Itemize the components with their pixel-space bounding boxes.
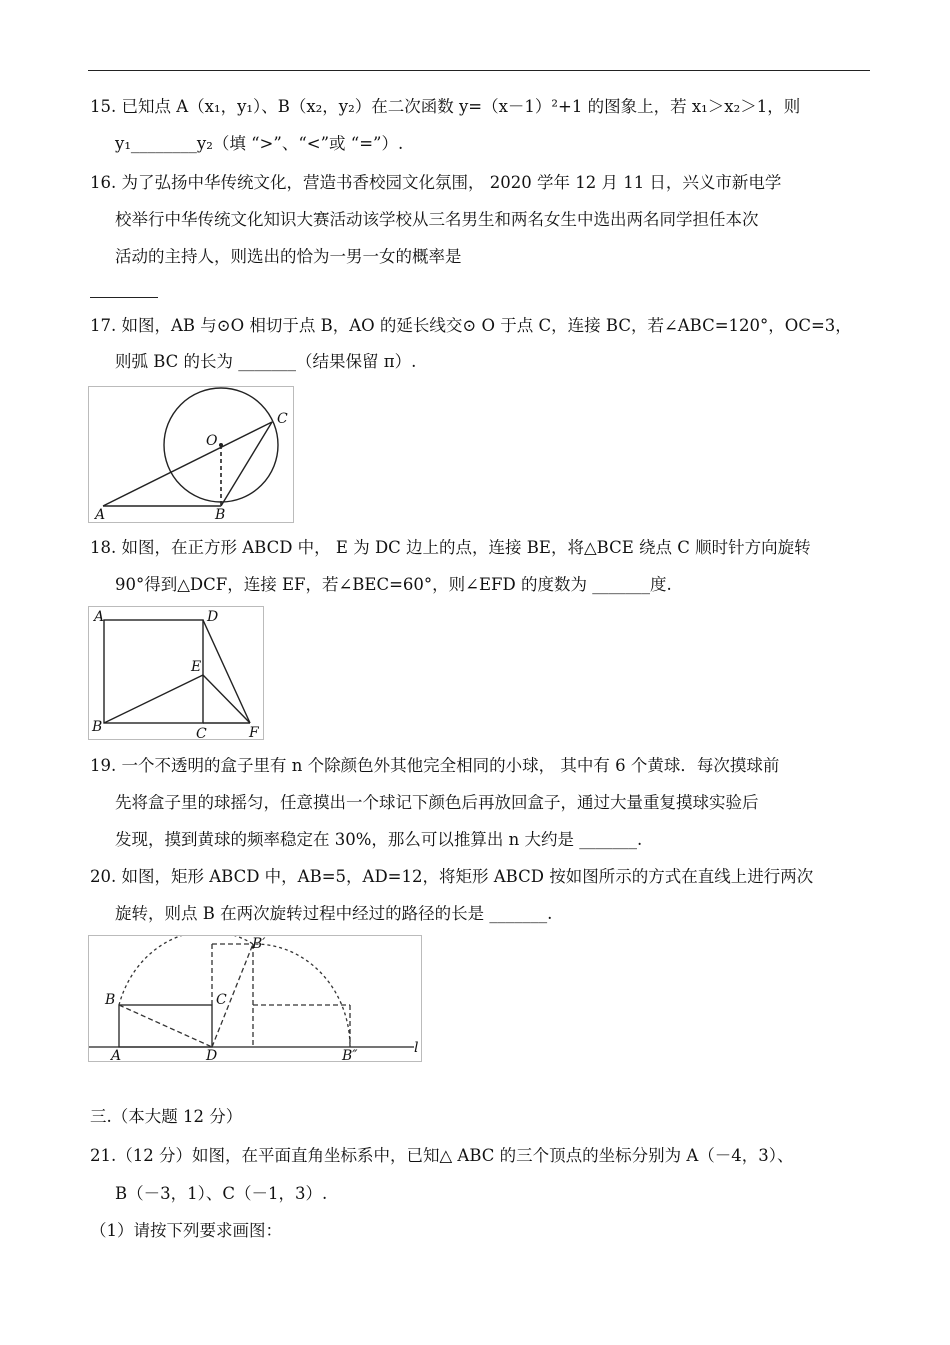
segment-be [104, 675, 203, 723]
label-b: B [105, 992, 116, 1008]
q16-line2: 校举行中华传统文化知识大赛活动该学校从三名男生和两名女生中选出两名同学担任本次 [115, 210, 759, 229]
label-d: D [206, 1048, 218, 1061]
q20-line2: 旋转，则点 B 在两次旋转过程中经过的路径的长是 _______. [115, 904, 553, 923]
q21-line2: B（－3，1）、C（－1，3）. [115, 1184, 328, 1203]
label-f: F [249, 725, 259, 739]
q16-line3: 活动的主持人，则选出的恰为一男一女的概率是 [115, 247, 462, 266]
q15-line2: y₁________y₂（填 “>”、“<”或 “=”）. [115, 134, 404, 153]
q17-line2: 则弧 BC 的长为 _______（结果保留 π）. [115, 352, 417, 371]
q19-line1: 19. 一个不透明的盒子里有 n 个除颜色外其他完全相同的小球， 其中有 6 个黄球．每次摸球前 [90, 756, 780, 775]
q15-line1: 15. 已知点 A（x₁，y₁）、B（x₂，y₂）在二次函数 y=（x－1）²+1 的图象上，若 x₁＞x₂＞1，则 [90, 97, 801, 116]
q19-line3: 发现，摸到黄球的频率稳定在 30%，那么可以推算出 n 大约是 _______. [115, 830, 643, 849]
label-a: A [94, 609, 105, 625]
q21-line1: 21.（12 分）如图，在平面直角坐标系中，已知△ ABC 的三个顶点的坐标分别为 A（－4，3）、 [90, 1146, 794, 1165]
label-b: B [215, 507, 226, 522]
segment-ef [203, 675, 250, 723]
figure-q17 [88, 386, 294, 523]
label-c: C [277, 411, 288, 427]
label-o: O [206, 433, 218, 449]
label-line-l: l [414, 1040, 419, 1056]
label-d: D [207, 609, 219, 625]
label-e: E [191, 659, 202, 675]
header-rule [88, 70, 870, 71]
label-b: B [92, 719, 103, 735]
section-3-heading: 三.（本大题 12 分） [90, 1107, 243, 1126]
q20-line1: 20. 如图，矩形 ABCD 中，AB=5，AD=12，将矩形 ABCD 按如图所示的方式在直线上进行两次 [90, 867, 814, 886]
q21-line3: （1）请按下列要求画图： [90, 1221, 282, 1240]
square-abcd [104, 620, 203, 723]
figure-q18 [88, 606, 264, 740]
q16-answer-blank [90, 297, 158, 298]
q17-line1: 17. 如图，AB 与⊙O 相切于点 B，AO 的延长线交⊙ O 于点 C，连接 BC，若∠ABC=120°，OC=3， [90, 316, 852, 335]
label-c: C [216, 992, 227, 1008]
figure-q20 [88, 935, 422, 1062]
label-b-double-prime: B″ [342, 1048, 358, 1061]
segment-bd-dashed [119, 1005, 212, 1047]
segment-df [203, 620, 250, 723]
q18-line1: 18. 如图，在正方形 ABCD 中， E 为 DC 边上的点，连接 BE，将△BCE 绕点 C 顺时针方向旋转 [90, 538, 811, 557]
q16-line1: 16. 为了弘扬中华传统文化，营造书香校园文化氛围， 2020 学年 12 月 11 日，兴义市新电学 [90, 173, 782, 192]
label-b-prime: B′ [252, 936, 266, 952]
q18-line2: 90°得到△DCF，连接 EF，若∠BEC=60°，则∠EFD 的度数为 _______度. [115, 575, 672, 594]
label-a: A [111, 1048, 122, 1061]
point-o [219, 443, 223, 447]
q19-line2: 先将盒子里的球摇匀，任意摸出一个球记下颜色后再放回盒子，通过大量重复摸球实验后 [115, 793, 759, 812]
label-c: C [196, 726, 207, 739]
label-a: A [95, 507, 106, 522]
